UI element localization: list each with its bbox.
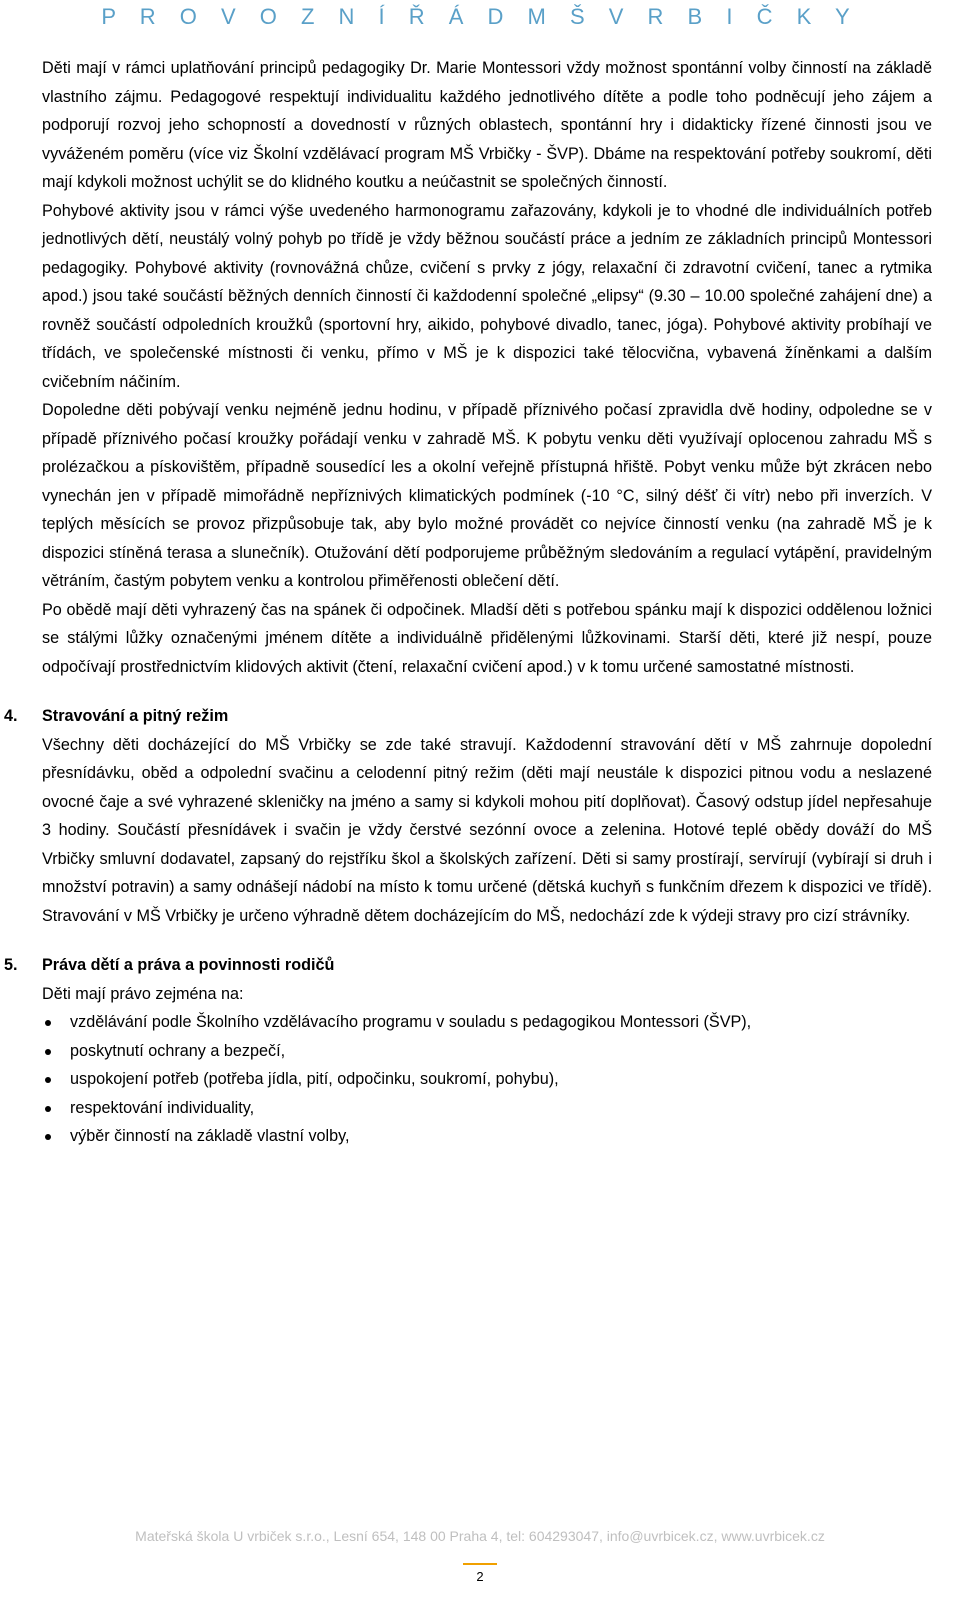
section-rights: [4, 951, 932, 1151]
list-item-text: respektování individuality,: [70, 1098, 255, 1117]
list-item: [42, 1094, 932, 1123]
paragraph-movement: Pohybové aktivity jsou v rámci výše uvedeného harmonogramu zařazovány, kdykoli je to vhodné dle individuálních potřeb jednotlivých dětí, neustálý volný pohyb po třídě je vždy běžnou součástí práce a jedním ze základních principů Montessori pedagogiky. Pohybové aktivity (rovnovážná chůze, cvičení s prvky z jógy, relaxační či zdravotní cvičení, tanec a rytmika apod.) jsou také součástí běžných denních činností či každodenní společné „elipsy“ (9.30 – 10.00 společné zahájení dne) a rovněž součástí odpoledních kroužků (sportovní hry, aikido, pohybové divadlo, tanec, jóga). Pohybové aktivity probíhají ve třídách, ve společenské místnosti či venku, přímo v MŠ je k dispozici také tělocvična, vybavená žíněnkami a dalším cvičebním náčiním.: [42, 201, 932, 391]
page-number-value: 2: [476, 1569, 484, 1584]
bullet-icon: [45, 1049, 51, 1055]
document-body: [4, 54, 932, 1151]
bullet-icon: [45, 1106, 51, 1112]
section-rights-intro: Děti mají právo zejména na:: [42, 984, 244, 1003]
list-item-text: uspokojení potřeb (potřeba jídla, pití, odpočinku, soukromí, pohybu),: [70, 1070, 559, 1088]
bullet-icon: [45, 1020, 51, 1026]
bullet-icon: [45, 1134, 51, 1140]
section-title: Práva dětí a práva a povinnosti rodičů: [42, 956, 335, 974]
page-number: [0, 1563, 960, 1584]
section-heading: [4, 951, 932, 980]
list-item-text: výběr činností na základě vlastní volby,: [70, 1127, 350, 1145]
paragraph-montessori: Děti mají v rámci uplatňování principů pedagogiky Dr. Marie Montessori vždy možnost spontánní volby činností na základě vlastního zájmu. Pedagogové respektují individualitu každého jednotlivého dítěte a podle toho podněcují jeho zájem a podporují rozvoj jeho schopností a dovedností v různých oblastech, spontánní hry i didakticky řízené činnosti jsou ve vyváženém poměru (více viz Školní vzdělávací program MŠ Vrbičky - ŠVP). Dbáme na respektování potřeby soukromí, děti mají kdykoli možnost uchýlit se do klidného koutku a neúčastnit se společných činností.: [42, 59, 932, 191]
list-item: [42, 1037, 932, 1066]
section-heading: [4, 702, 932, 731]
list-item: [42, 1122, 932, 1151]
section-title: Stravování a pitný režim: [42, 707, 229, 725]
page-number-rule: [463, 1563, 497, 1565]
rights-list: [42, 1008, 932, 1151]
list-item: [42, 1008, 932, 1037]
section-food-body: Všechny děti docházející do MŠ Vrbičky se zde také stravují. Každodenní stravování dětí v MŠ zahrnuje dopolední přesnídávku, oběd a odpolední svačinu a celodenní pitný režim (děti mají neustále k dispozici pitnou vodu a neslazené ovocné čaje a své vyhrazené skleničky na jméno a samy si kdykoli mohou pití doplňovat). Časový odstup jídel nepřesahuje 3 hodiny. Součástí přesnídávek i svačin je vždy čerstvé sezónní ovoce a zelenina. Hotové teplé obědy dováží do MŠ Vrbičky smluvní dodavatel, zapsaný do rejstříku škol a školských zařízení. Děti si samy prostírají, servírují (vybírají si druh i množství potravin) a samy odnášejí nádobí na místo k tomu určené (dětská kuchyň s funkčním dřezem k dispozici ve třídě). Stravování v MŠ Vrbičky je určeno výhradně dětem docházejícím do MŠ, nedochází zde k výdeji stravy pro cizí strávníky.: [42, 735, 932, 925]
section-number: 5.: [4, 956, 18, 974]
paragraph-outdoor: Dopoledne děti pobývají venku nejméně jednu hodinu, v případě příznivého počasí zpravidla dvě hodiny, odpoledne se v případě příznivého počasí kroužky pořádají venku v zahradě MŠ. K pobytu venku děti využívají oplocenou zahradu MŠ s prolézačkou a pískovištěm, případně sousedící les a okolní veřejně přístupná hřiště. Pobyt venku může být zkrácen nebo vynechán jen v případě mimořádně nepříznivých klimatických podmínek (-10 °C, silný déšť či vítr) nebo při inverzích. V teplých měsících se provoz přizpůsobuje tak, aby bylo možné provádět co nejvíce činností venku (na zahradě MŠ je k dispozici stíněná terasa a slunečník). Otužování dětí podporujeme průběžným sledováním a regulací vytápění, pravidelným větráním, častým pobytem venku a kontrolou přiměřenosti oblečení dětí.: [42, 401, 932, 590]
list-item-text: poskytnutí ochrany a bezpečí,: [70, 1041, 286, 1060]
paragraph-rest: Po obědě mají děti vyhrazený čas na spánek či odpočinek. Mladší děti s potřebou spánku mají k dispozici oddělenou ložnici se stálými lůžky označenými jménem dítěte a individuálně přidělenými lůžkovinami. Starší děti, které již nespí, pouze odpočívají prostřednictvím klidových aktivit (čtení, relaxační cvičení apod.) v k tomu určené samostatné místnosti.: [42, 600, 932, 676]
list-item: [42, 1065, 932, 1094]
section-food: [4, 702, 932, 930]
document-header-title: P R O V O Z N Í Ř Á D M Š V R B I Č K Y: [101, 4, 859, 29]
footer-contact: Mateřská škola U vrbiček s.r.o., Lesní 654, 148 00 Praha 4, tel: 604293047, info@uvrbicek.cz, www.uvrbicek.cz: [135, 1528, 825, 1544]
bullet-icon: [45, 1077, 51, 1083]
section-number: 4.: [4, 707, 18, 725]
list-item-text: vzdělávání podle Školního vzdělávacího programu v souladu s pedagogikou Montessori (ŠVP),: [70, 1013, 752, 1031]
